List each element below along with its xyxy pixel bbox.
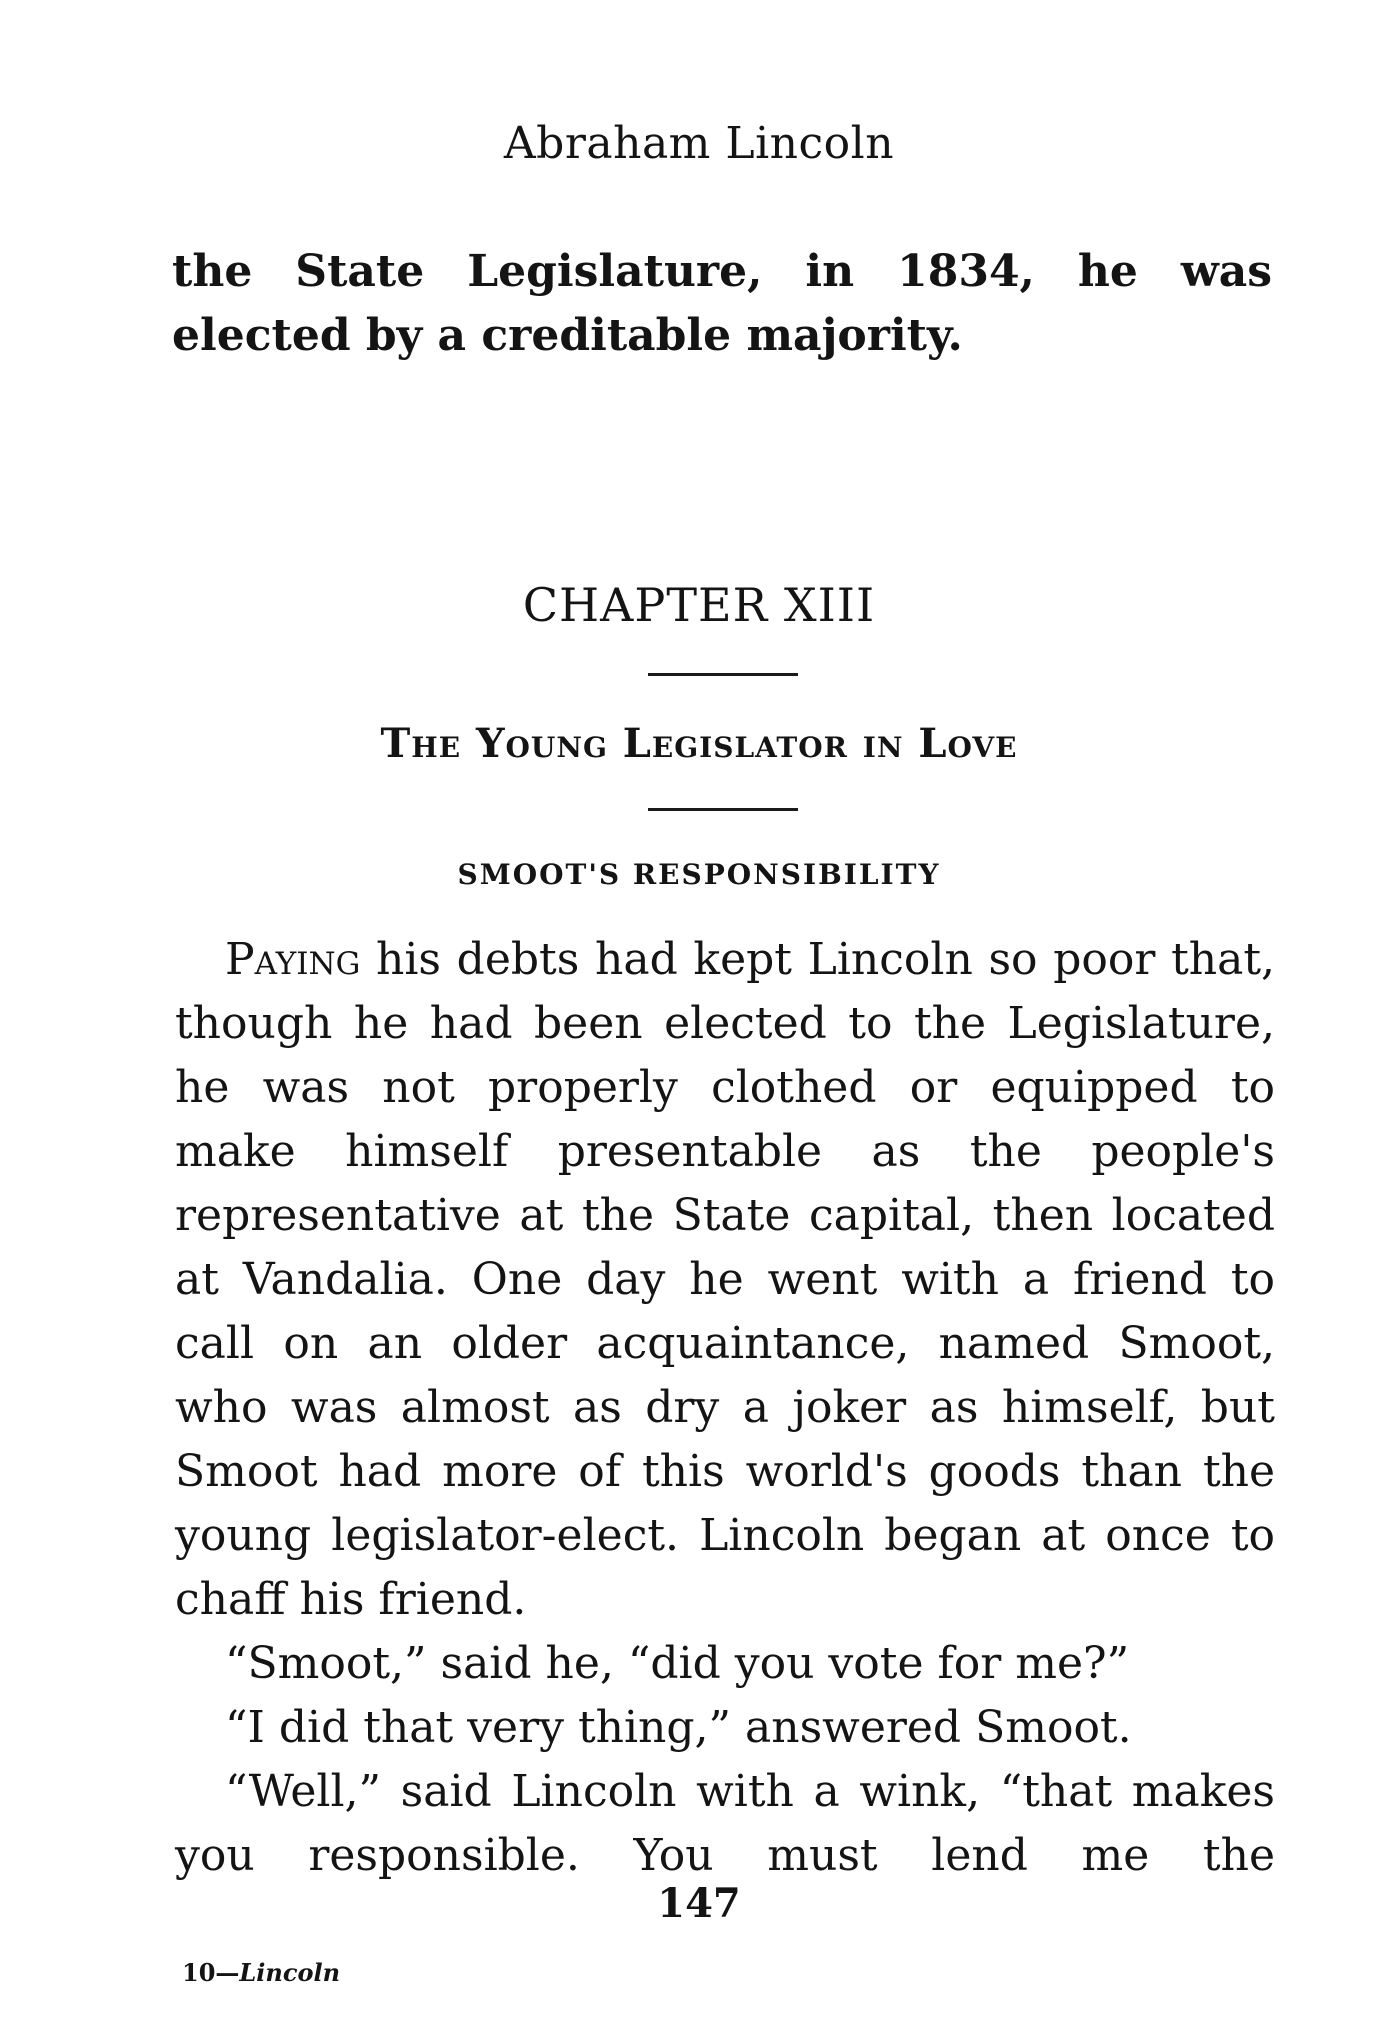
lead-word: Paying <box>225 934 361 985</box>
paragraph-4: “Well,” said Lincoln with a wink, “that makes you responsible. You must lend me the <box>175 1766 1275 1881</box>
paragraph-1-text: his debts had kept Lincoln so poor that, though he had been elected to the Legislature, he was not properly clothed or equipped to make himself presentable as the people's representative at the State capital, then located at Vandalia. One day he went with a friend to call on an older acquaintance, named Smoot, who was almost as dry a joker as himself, but Smoot had more of this world's goods than the young legislator-elect. Lincoln began at once to chaff his friend. <box>175 934 1275 1625</box>
chapter-rule-bottom <box>648 808 798 811</box>
page-number: 147 <box>657 1880 741 1927</box>
carry-over-paragraph: the State Legislature, in 1834, he was elected by a creditable majority. <box>172 246 1272 361</box>
chapter-rule-top <box>648 673 798 676</box>
paragraph-1 <box>175 928 1275 1632</box>
chapter-title: The Young Legislator in Love <box>380 720 1018 767</box>
signature-number: 10— <box>182 1958 240 1987</box>
paragraph-2: “Smoot,” said he, “did you vote for me?” <box>225 1638 1130 1689</box>
paragraph-3: “I did that very thing,” answered Smoot. <box>225 1702 1132 1753</box>
chapter-heading: CHAPTER XIII <box>522 578 876 632</box>
signature-name: Lincoln <box>239 1958 341 1987</box>
signature-mark <box>182 1958 340 1987</box>
body-text <box>175 928 1275 1888</box>
section-title: SMOOT'S RESPONSIBILITY <box>457 858 941 891</box>
running-head: Abraham Lincoln <box>503 118 895 169</box>
